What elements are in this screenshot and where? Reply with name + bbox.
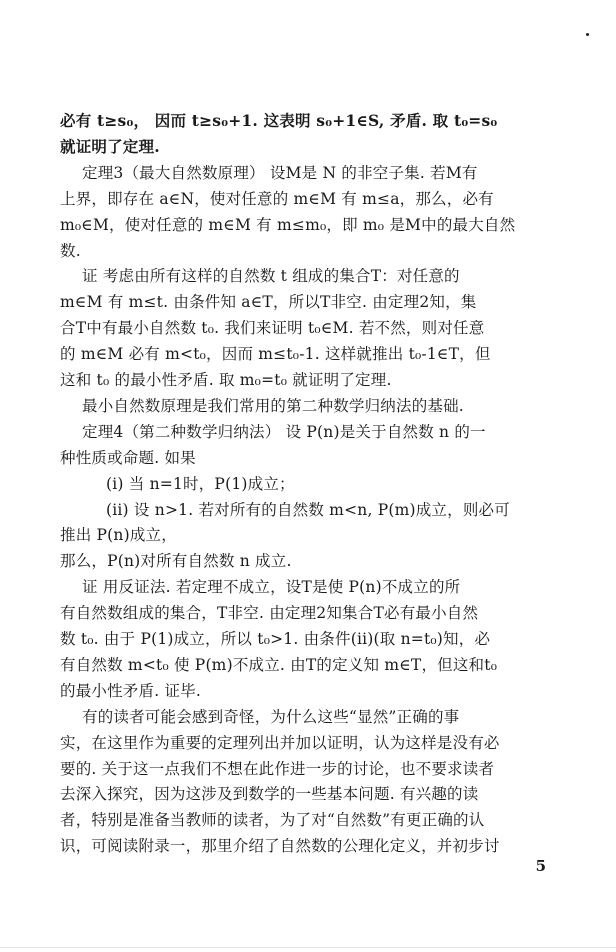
text-line: 最小自然数原理是我们常用的第二种数学归纳法的基础. [82,396,464,415]
text-line: 推出 P(n)成立， [60,526,177,545]
text-line: 实，在这里作为重要的定理列出并加以证明，认为这样是没有必 [60,733,500,752]
text-line: (ii) 设 n>1. 若对所有的自然数 m<n, P(m)成立，则必可 [106,500,510,519]
text-line: 的最小性矛盾. 证毕. [60,681,201,700]
text-line: 去深入探究，因为这涉及到数学的一些基本问题. 有兴趣的读 [60,785,479,804]
text-line: 的 m∈M 必有 m<t₀，因而 m≤t₀-1. 这样就推出 t₀-1∈T，但 [60,345,491,364]
text-line: m₀∈M，使对任意的 m∈M 有 m≤m₀，即 m₀ 是M中的最大自然 [60,215,516,234]
text-line: 那么，P(n)对所有自然数 n 成立. [60,552,292,571]
text-line: 识，可阅读附录一，那里介绍了自然数的公理化定义，并初步讨 [60,837,500,856]
page-number: 5 [535,857,546,875]
text-line: 必有 t≥s₀， 因而 t≥s₀+1. 这表明 s₀+1∈S, 矛盾. 取 t₀=s₀ [60,111,498,130]
text-line: 种性质或命题. 如果 [60,448,196,467]
bottom-edge-line [0,947,616,948]
text-line: 证 考虑由所有这样的自然数 t 组成的集合T：对任意的 [82,267,460,286]
text-line: 这和 t₀ 的最小性矛盾. 取 m₀=t₀ 就证明了定理. [60,371,392,389]
text-line: 数. [60,241,81,260]
text-line: 证 用反证法. 若定理不成立，设T是使 P(n)不成立的所 [82,578,461,597]
text-line: 有自然数 m<t₀ 使 P(m)不成立. 由T的定义知 m∈T，但这和t₀ [60,655,498,674]
text-line: 数 t₀. 由于 P(1)成立，所以 t₀>1. 由条件(ii)(取 n=t₀)知，必 [60,630,491,648]
text-line: 就证明了定理. [60,136,160,156]
text-line: 合T中有最小自然数 t₀. 我们来证明 t₀∈M. 若不然，则对任意 [60,319,485,338]
speck-mark [586,33,589,36]
text-line: m∈M 有 m≤t. 由条件知 a∈T，所以T非空. 由定理2知，集 [60,293,477,312]
text-line: 定理4（第二种数学归纳法） 设 P(n)是关于自然数 n 的一 [82,422,486,441]
text-line: 定理3（最大自然数原理） 设M是 N 的非空子集. 若M有 [82,163,478,182]
text-line: (i) 当 n=1时，P(1)成立； [106,474,295,493]
text-line: 者，特别是准备当教师的读者，为了对“自然数”有更正确的认 [60,811,485,830]
text-line: 上界，即存在 a∈N，使对任意的 m∈M 有 m≤a，那么，必有 [60,189,494,208]
text-line: 有的读者可能会感到奇怪，为什么这些“显然”正确的事 [82,707,460,726]
text-line: 要的. 关于这一点我们不想在此作进一步的讨论，也不要求读者 [60,759,495,778]
text-line: 有自然数组成的集合，T非空. 由定理2知集合T必有最小自然 [60,604,479,623]
